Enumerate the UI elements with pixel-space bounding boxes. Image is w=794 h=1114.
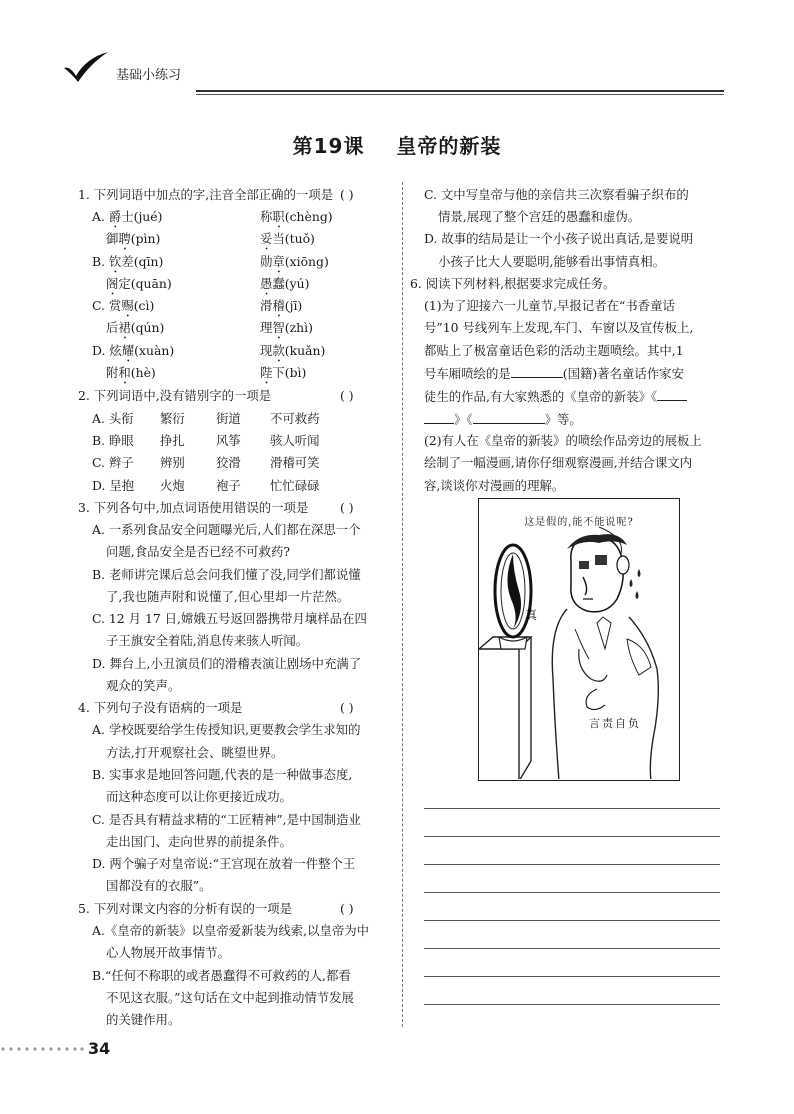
- q2-b-3: 风筝: [216, 433, 241, 448]
- q2-b-4: 骇人听闻: [270, 433, 320, 448]
- q5-line-3: B.“任何不称职的或者愚蠢得不可救药的人,都看: [92, 968, 351, 983]
- q1-option-a2: 称职(chèng): [260, 209, 333, 224]
- q2-d-4: 忙忙碌碌: [270, 478, 320, 493]
- q2-c-3: 狡滑: [216, 455, 241, 470]
- q3-line-5: C. 12 月 17 日,嫦娥五号返回器携带月壤样品在四: [92, 611, 367, 626]
- book-blank-1b[interactable]: [424, 411, 454, 424]
- q1-option-d4: 陛下(bì): [260, 365, 307, 380]
- q2-a-2: 繁衍: [160, 411, 185, 426]
- header-rule-thin: [196, 94, 724, 95]
- answer-line-3[interactable]: [424, 864, 720, 865]
- q1-option-b3: 阁定(quān): [106, 276, 172, 291]
- q1-bracket[interactable]: ( ): [340, 187, 354, 202]
- q5-line-5: 的关键作用。: [106, 1012, 181, 1027]
- section-label: 基础小练习: [116, 68, 182, 83]
- q2-c-4: 滑稽可笑: [270, 455, 320, 470]
- q4-line-8: 国都没有的衣服”。: [106, 878, 212, 893]
- q4-line-2: 方法,打开观察社会、眺望世界。: [106, 745, 284, 760]
- cartoon-drawing: [479, 499, 678, 779]
- q4-line-4: 而这种态度可以让你更接近成功。: [106, 789, 292, 804]
- answer-line-4[interactable]: [424, 892, 720, 893]
- q2-a-1: A. 头衔: [92, 411, 134, 426]
- answer-line-7[interactable]: [424, 976, 720, 977]
- q2-d-3: 袍子: [216, 478, 241, 493]
- cartoon-speech: 这是假的,能不能说呢?: [524, 517, 634, 528]
- q5-line-2: 心人物展开故事情节。: [106, 945, 230, 960]
- nationality-blank[interactable]: [511, 365, 563, 378]
- q6-stem: 6. 阅读下列材料,根据要求完成任务。: [410, 276, 616, 291]
- q6-p1-line-6: 》《 》等。: [424, 411, 582, 428]
- q4-line-3: B. 实事求是地回答问题,代表的是一种做事态度,: [92, 767, 353, 782]
- cartoon-image: [478, 498, 680, 781]
- q5-right-line-1: C. 文中写皇帝与他的亲信共三次察看骗子织布的: [424, 187, 689, 202]
- q6-p1-line-3: 都贴上了极富童话色彩的活动主题喷绘。其中,1: [424, 343, 684, 358]
- q2-d-1: D. 呈抱: [92, 478, 135, 493]
- q1-option-b4: 愚蠢(yú): [260, 276, 310, 291]
- q2-a-4: 不可救药: [270, 411, 320, 426]
- q3-line-1: A. 一系列食品安全问题曝光后,人们都在深思一个: [92, 522, 361, 537]
- header-rule: [196, 90, 724, 92]
- q6-p1-line-2: 号”10 号线列车上发现,车门、车窗以及宣传板上,: [424, 320, 694, 335]
- answer-line-8[interactable]: [424, 1004, 720, 1005]
- q1-option-d2: 现款(kuǎn): [260, 343, 326, 358]
- q1-option-d1: D. 炫耀(xuàn): [92, 343, 175, 358]
- q2-c-2: 辨别: [160, 455, 185, 470]
- q2-a-3: 街道: [216, 411, 241, 426]
- q2-b-2: 挣扎: [160, 433, 185, 448]
- q1-stem: 1. 下列词语中加点的字,注音全部正确的一项是: [78, 187, 334, 202]
- answer-line-1[interactable]: [424, 808, 720, 809]
- q2-stem: 2. 下列词语中,没有错别字的一项是: [78, 388, 272, 403]
- q3-line-8: 观众的笑声。: [106, 678, 181, 693]
- checkmark-icon: [60, 50, 112, 84]
- book-blank-1a[interactable]: [657, 388, 687, 401]
- q2-b-1: B. 睁眼: [92, 433, 134, 448]
- q2-bracket[interactable]: ( ): [340, 388, 354, 403]
- q4-bracket[interactable]: ( ): [340, 700, 354, 715]
- lesson-title: 第19课 皇帝的新装: [292, 134, 502, 158]
- q4-stem: 4. 下列句子没有语病的一项是: [78, 700, 243, 715]
- q4-line-5: C. 是否具有精益求精的“工匠精神”,是中国制造业: [92, 812, 361, 827]
- q2-c-1: C. 辫子: [92, 455, 134, 470]
- q1-option-c1: C. 赏赐(cì): [92, 298, 155, 313]
- mirror-text: 真: [525, 608, 538, 622]
- q5-line-1: A.《皇帝的新装》以皇帝爱新装为线索,以皇帝为中: [92, 923, 370, 938]
- q6-p1-line-5: 徒生的作品,有大家熟悉的《皇帝的新装》《: [424, 388, 687, 405]
- answer-line-5[interactable]: [424, 920, 720, 921]
- shirt-text: 言责自负: [589, 717, 641, 730]
- q6-p2-line-3: 容,谈谈你对漫画的理解。: [424, 478, 565, 493]
- q1-option-c3: 后裙(qún): [106, 320, 165, 335]
- q3-bracket[interactable]: ( ): [340, 500, 354, 515]
- q1-option-a3: 御聘(pìn): [106, 231, 161, 246]
- q4-line-7: D. 两个骗子对皇帝说:“王宫现在放着一件整个王: [92, 856, 356, 871]
- q5-right-line-3: D. 故事的结局是让一个小孩子说出真话,是要说明: [424, 231, 694, 246]
- q6-p2-line-1: (2)有人在《皇帝的新装》的喷绘作品旁边的展板上: [424, 433, 702, 448]
- q1-option-c2: 滑稽(jī): [260, 298, 303, 313]
- q1-option-c4: 理智(zhì): [260, 320, 313, 335]
- q5-line-4: 不见这衣服。”这句话在文中起到推动情节发展: [106, 990, 354, 1005]
- lesson-name: 皇帝的新装: [396, 134, 502, 158]
- q4-line-6: 走出国门、走向世界的前提条件。: [106, 834, 292, 849]
- q2-d-2: 火炮: [160, 478, 185, 493]
- page-number: 34: [88, 1039, 111, 1058]
- q1-option-a1: A. 爵士(jué): [92, 209, 163, 224]
- book-blank-2[interactable]: [473, 411, 545, 424]
- q5-right-line-4: 小孩子比大人要聪明,能够看出事情真相。: [438, 254, 665, 269]
- q6-p2-line-2: 绘制了一幅漫画,请你仔细观察漫画,并结合课文内: [424, 455, 693, 470]
- q3-line-2: 问题,食品安全是否已经不可救药?: [106, 544, 291, 559]
- q1-option-b1: B. 钦差(qīn): [92, 254, 164, 269]
- q1-option-a4: 妥当(tuǒ): [260, 231, 315, 246]
- footer-dots: [0, 1046, 84, 1052]
- q3-stem: 3. 下列各句中,加点词语使用错误的一项是: [78, 500, 309, 515]
- q6-p1-line-4: 号车厢喷绘的是 (国籍)著名童话作家安: [424, 366, 684, 381]
- q3-line-4: 了,我也随声附和说懂了,但心里却一片茫然。: [106, 589, 350, 604]
- q4-line-1: A. 学校既要给学生传授知识,更要教会学生求知的: [92, 722, 361, 737]
- answer-line-6[interactable]: [424, 948, 720, 949]
- q5-stem: 5. 下列对课文内容的分析有误的一项是: [78, 901, 293, 916]
- q1-option-d3: 附和(hè): [106, 365, 156, 380]
- q6-p1-line-1: (1)为了迎接六一儿童节,早报记者在“书香童话: [424, 298, 675, 313]
- answer-line-2[interactable]: [424, 836, 720, 837]
- column-divider: [402, 182, 403, 1027]
- q1-option-b2: 勋章(xiōng): [260, 254, 329, 269]
- q5-bracket[interactable]: ( ): [340, 901, 354, 916]
- q5-right-line-2: 情景,展现了整个宫廷的愚蠢和虚伪。: [438, 209, 641, 224]
- q3-line-7: D. 舞台上,小丑演员们的滑稽表演让剧场中充满了: [92, 656, 362, 671]
- q3-line-6: 子王旗安全着陆,消息传来骇人听闻。: [106, 633, 309, 648]
- q3-line-3: B. 老师讲完课后总会问我们懂了没,同学们都说懂: [92, 567, 361, 582]
